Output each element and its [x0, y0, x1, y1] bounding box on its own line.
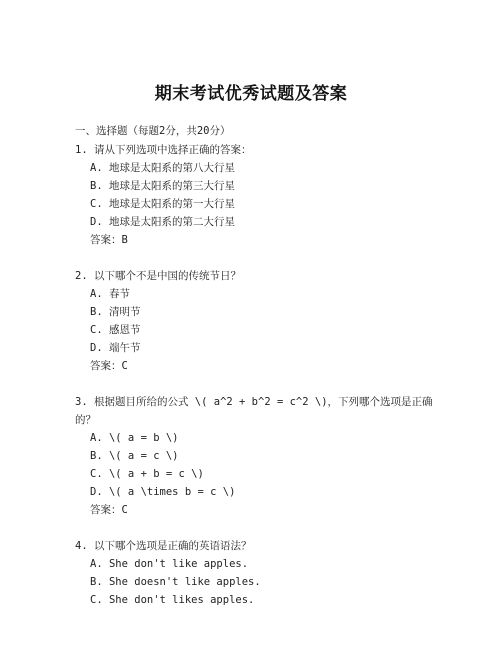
document-title: 期末考试优秀试题及答案: [154, 84, 348, 104]
option-c: C. She don't likes apples.: [90, 594, 255, 606]
option-b: B. \( a = c \): [90, 450, 179, 462]
section-header: 一、选择题（每题2分，共20分）: [75, 125, 231, 137]
question-text: 1. 请从下列选项中选择正确的答案：: [75, 144, 252, 156]
question-3: [75, 393, 435, 519]
question-text: 2. 以下哪个不是中国的传统节日？: [75, 270, 241, 282]
option-a: A. She don't like apples.: [90, 558, 249, 570]
option-d: D. \( a \times b = c \): [90, 486, 236, 498]
answer-text: 答案：C: [90, 360, 128, 372]
option-c: C. \( a + b = c \): [90, 468, 204, 480]
answer-text: 答案：C: [90, 504, 128, 516]
option-a: A. \( a = b \): [90, 432, 179, 444]
option-c: C. 地球是太阳系的第一大行星: [90, 198, 235, 210]
question-list: [75, 141, 435, 627]
option-a: A. 春节: [90, 288, 130, 300]
option-b: B. She doesn't like apples.: [90, 576, 261, 588]
question-1: [75, 141, 435, 249]
question-4: [75, 537, 435, 609]
question-text: 3. 根据题目所给的公式 \( a^2 + b^2 = c^2 \)，下列哪个选项是正确的？: [75, 396, 433, 426]
question-2: [75, 267, 435, 375]
option-c: C. 感恩节: [90, 324, 141, 336]
option-b: B. 地球是太阳系的第三大行星: [90, 180, 235, 192]
option-a: A. 地球是太阳系的第八大行星: [90, 162, 235, 174]
option-b: B. 清明节: [90, 306, 141, 318]
option-d: D. 端午节: [90, 342, 141, 354]
answer-text: 答案：B: [90, 234, 128, 246]
question-text: 4. 以下哪个选项是正确的英语语法？: [75, 540, 252, 552]
option-d: D. 地球是太阳系的第二大行星: [90, 216, 235, 228]
